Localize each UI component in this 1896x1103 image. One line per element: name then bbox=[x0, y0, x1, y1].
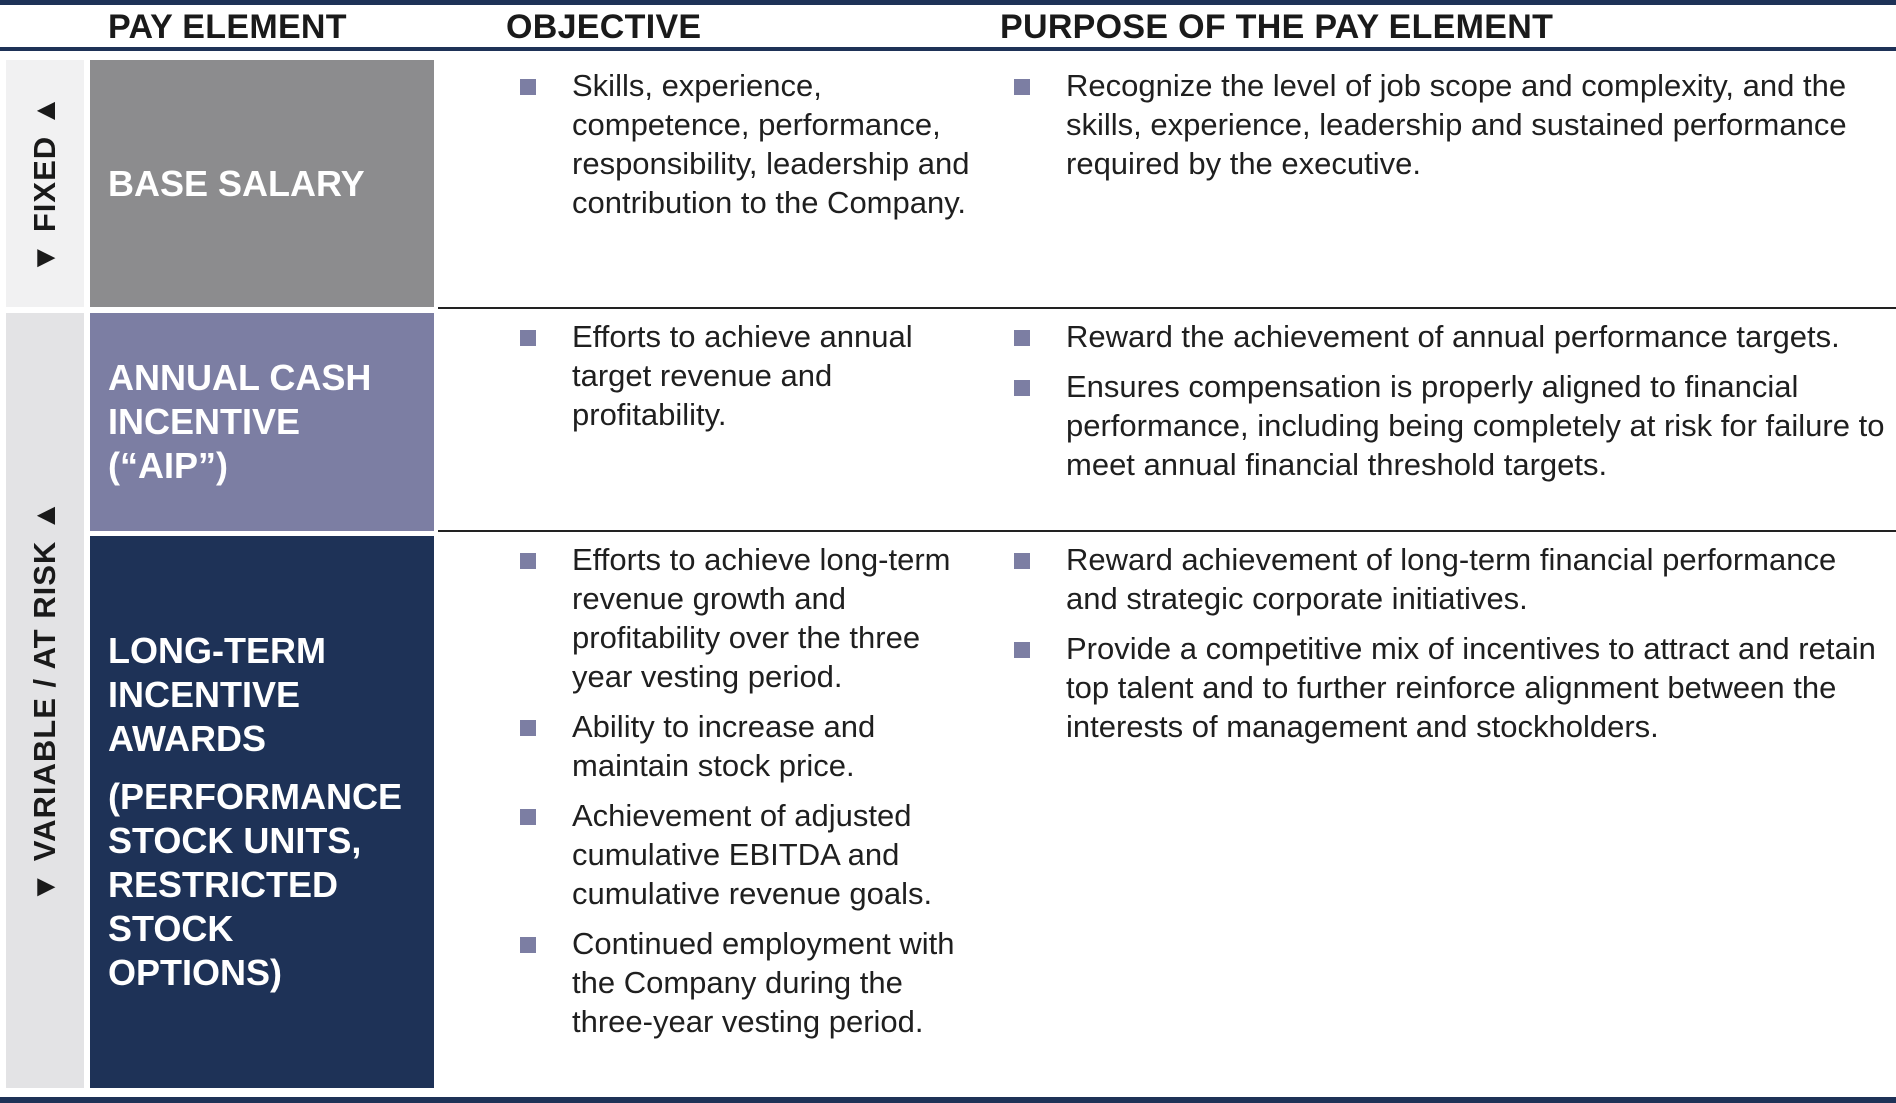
header-pay-element: PAY ELEMENT bbox=[108, 8, 347, 46]
pay-element-note-line: STOCK bbox=[108, 908, 234, 949]
category-variable-label: ▼ VARIABLE / AT RISK ▲ bbox=[27, 498, 62, 903]
objective-text: Skills, experience, competence, performance, responsibility, leadership and contribution to the Company. bbox=[572, 68, 970, 220]
top-rule bbox=[0, 0, 1896, 5]
category-variable bbox=[6, 313, 84, 1088]
purpose-cell-annual-cash bbox=[1014, 317, 1894, 495]
square-bullet-icon bbox=[520, 553, 536, 569]
pay-element-line: (“AIP”) bbox=[108, 445, 228, 486]
purpose-item bbox=[1014, 66, 1894, 183]
objective-item bbox=[520, 924, 980, 1041]
square-bullet-icon bbox=[1014, 553, 1030, 569]
objective-cell-long-term bbox=[520, 540, 980, 1052]
purpose-item bbox=[1014, 367, 1894, 484]
objective-item bbox=[520, 317, 980, 434]
header-purpose: PURPOSE OF THE PAY ELEMENT bbox=[1000, 8, 1554, 46]
purpose-item bbox=[1014, 629, 1894, 746]
square-bullet-icon bbox=[1014, 642, 1030, 658]
square-bullet-icon bbox=[1014, 330, 1030, 346]
objective-cell-base-salary bbox=[520, 66, 980, 233]
pay-element-line: AWARDS bbox=[108, 718, 267, 759]
purpose-text: Reward the achievement of annual performance targets. bbox=[1066, 319, 1840, 354]
pay-element-line: INCENTIVE bbox=[108, 674, 301, 715]
header-rule bbox=[0, 47, 1896, 51]
objective-text: Continued employment with the Company during the three-year vesting period. bbox=[572, 926, 955, 1039]
purpose-text: Recognize the level of job scope and complexity, and the skills, experience, leadership and sustained performance required by the executive. bbox=[1066, 68, 1847, 181]
pay-element-note-line: (PERFORMANCE bbox=[108, 776, 402, 817]
category-fixed bbox=[6, 60, 84, 307]
square-bullet-icon bbox=[520, 720, 536, 736]
square-bullet-icon bbox=[1014, 79, 1030, 95]
header-objective: OBJECTIVE bbox=[506, 8, 702, 46]
purpose-text: Reward achievement of long-term financial performance and strategic corporate initiatives. bbox=[1066, 542, 1837, 616]
row-divider bbox=[438, 530, 1896, 532]
pay-element-line: LONG-TERM bbox=[108, 630, 326, 671]
pay-element-annual-cash-incentive bbox=[90, 313, 434, 531]
bottom-rule bbox=[0, 1097, 1896, 1103]
pay-element-line: ANNUAL CASH bbox=[108, 357, 372, 398]
pay-element-line: BASE SALARY bbox=[108, 162, 365, 204]
objective-item bbox=[520, 66, 980, 222]
pay-element-note-line: STOCK UNITS, bbox=[108, 820, 362, 861]
purpose-item bbox=[1014, 317, 1894, 356]
objective-text: Achievement of adjusted cumulative EBITDA and cumulative revenue goals. bbox=[572, 798, 933, 911]
purpose-text: Ensures compensation is properly aligned to financial performance, including being completely at risk for failure to meet annual financial threshold targets. bbox=[1066, 369, 1885, 482]
square-bullet-icon bbox=[520, 330, 536, 346]
objective-text: Ability to increase and maintain stock price. bbox=[572, 709, 876, 783]
pay-element-note-line: OPTIONS) bbox=[108, 952, 283, 993]
pay-element-note-line: RESTRICTED bbox=[108, 864, 339, 905]
purpose-cell-long-term bbox=[1014, 540, 1894, 757]
pay-element-base-salary bbox=[90, 60, 434, 307]
pay-element-long-term-incentive bbox=[90, 536, 434, 1088]
objective-cell-annual-cash bbox=[520, 317, 980, 445]
pay-element-lines bbox=[108, 629, 434, 761]
pay-element-line: INCENTIVE bbox=[108, 401, 301, 442]
purpose-text: Provide a competitive mix of incentives to attract and retain top talent and to further reinforce alignment between the interests of management and stockholders. bbox=[1066, 631, 1876, 744]
pay-element-lines bbox=[108, 356, 434, 488]
purpose-cell-base-salary bbox=[1014, 66, 1894, 194]
pay-element-note bbox=[108, 775, 434, 995]
objective-item bbox=[520, 540, 980, 696]
purpose-item bbox=[1014, 540, 1894, 618]
square-bullet-icon bbox=[520, 937, 536, 953]
row-divider bbox=[438, 307, 1896, 309]
square-bullet-icon bbox=[520, 809, 536, 825]
objective-item bbox=[520, 707, 980, 785]
objective-item bbox=[520, 796, 980, 913]
category-fixed-label: ▼ FIXED ▲ bbox=[27, 94, 62, 273]
square-bullet-icon bbox=[1014, 380, 1030, 396]
square-bullet-icon bbox=[520, 79, 536, 95]
objective-text: Efforts to achieve long-term revenue growth and profitability over the three year vesting period. bbox=[572, 542, 951, 694]
objective-text: Efforts to achieve annual target revenue and profitability. bbox=[572, 319, 913, 432]
pay-element-lines bbox=[108, 162, 434, 206]
